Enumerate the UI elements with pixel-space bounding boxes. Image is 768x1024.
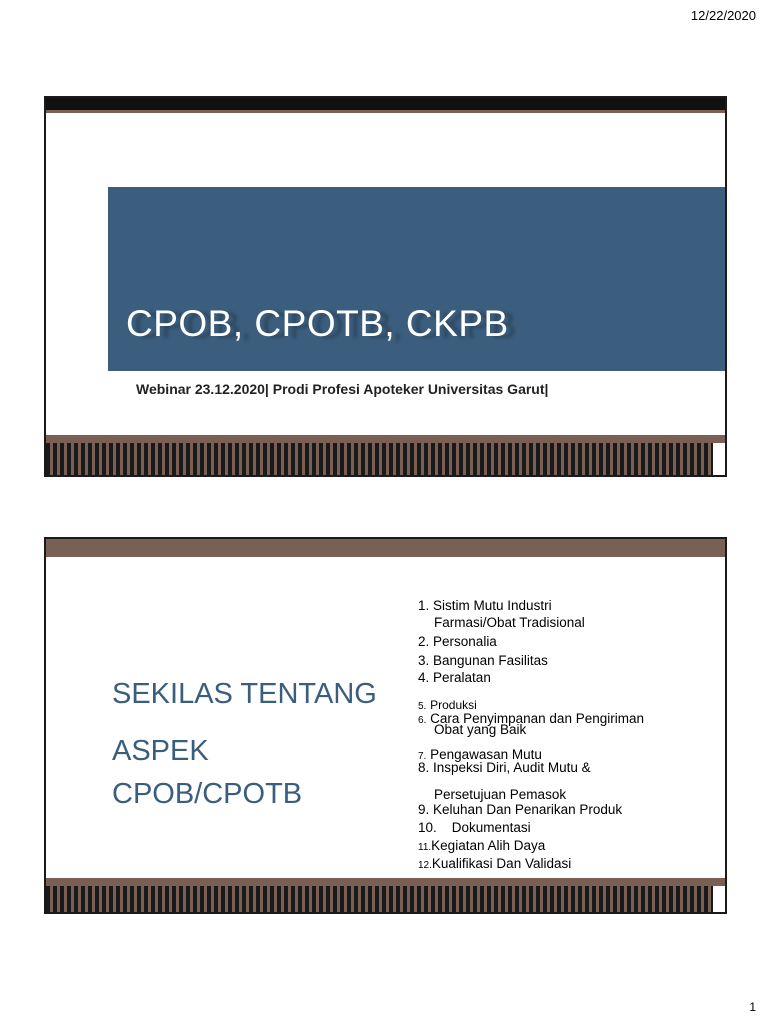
list-item: Obat yang Baik: [434, 722, 527, 737]
stripe-end: [713, 443, 725, 477]
list-item: 1. Sistim Mutu Industri: [418, 598, 552, 613]
list-item: Persetujuan Pemasok: [434, 787, 567, 802]
decorative-stripe-band: [46, 878, 725, 914]
heading-line: CPOB/CPOTB: [112, 778, 303, 810]
slide-subtitle: Webinar 23.12.2020| Prodi Profesi Apoteker Universitas Garut|: [136, 381, 549, 397]
slide-top-bar: [46, 539, 725, 557]
list-item: 8. Inspeksi Diri, Audit Mutu &: [418, 760, 591, 775]
slide-aspects: [44, 537, 727, 914]
slide-title-text: CPOB, CPOTB, CKPB: [126, 303, 509, 344]
stripe-end: [713, 886, 725, 914]
list-item: 9. Keluhan Dan Penarikan Produk: [418, 802, 623, 817]
list-item: 6. Cara Penyimpanan dan Pengiriman: [418, 711, 644, 726]
list-item: 10. Dokumentasi: [418, 820, 531, 835]
list-item: 11.Kegiatan Alih Daya: [418, 838, 546, 853]
page-number: 1: [749, 1000, 756, 1014]
heading-line: ASPEK: [112, 735, 209, 767]
page-date: 12/22/2020: [690, 8, 756, 23]
list-item: 7. Pengawasan Mutu: [418, 747, 542, 762]
list-item: Farmasi/Obat Tradisional: [434, 615, 585, 630]
slide-top-bar: [46, 98, 725, 110]
list-item: 4. Peralatan: [418, 670, 491, 685]
decorative-stripe-band: [46, 435, 725, 477]
list-item: 3. Bangunan Fasilitas: [418, 653, 548, 668]
list-item: 12.Kualifikasi Dan Validasi: [418, 856, 572, 871]
list-item: 5. Produksi: [418, 698, 477, 712]
slide-top-accent: [46, 110, 725, 113]
list-item: 2. Personalia: [418, 634, 497, 649]
slide-title: [44, 96, 727, 477]
heading-line: SEKILAS TENTANG: [112, 678, 377, 710]
